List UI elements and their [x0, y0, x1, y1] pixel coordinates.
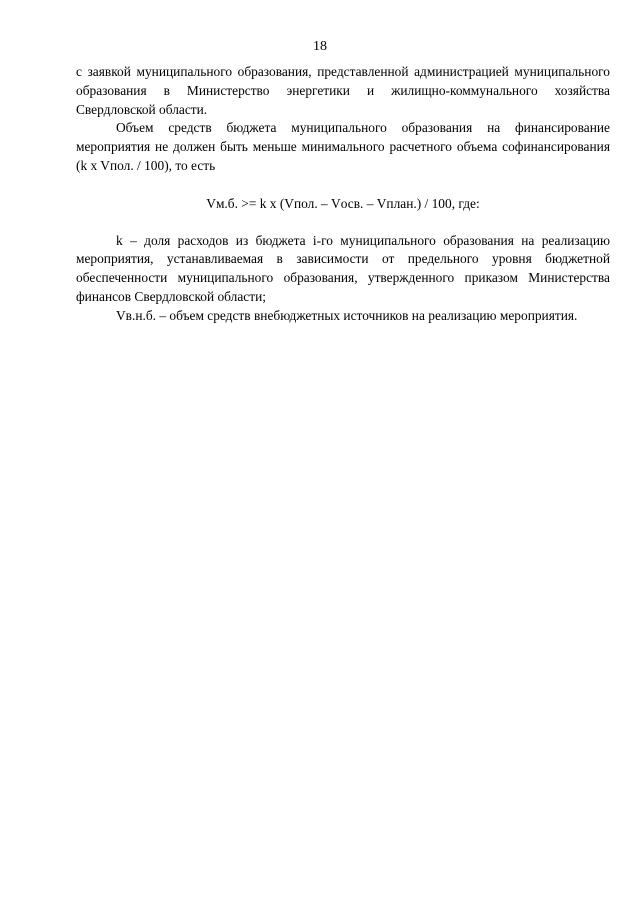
paragraph-application: с заявкой муниципального образования, представленной администрацией муниципального образования в Министерство энергетики и жилищно-коммунального хозяйства Свердловской области.: [76, 64, 610, 117]
paragraph-vvnb-definition: Vв.н.б. – объем средств внебюджетных источников на реализацию мероприятия.: [116, 307, 578, 323]
paragraph-k-definition: k – доля расходов из бюджета i-го муниципального образования на реализацию мероприятия, устанавливаемая в зависимости от предельного уровня бюджетной обеспеченности муниципального образования, утвержденного приказом Министерства финансов Свердловской области;: [76, 232, 610, 304]
formula-cofinancing: Vм.б. >= k x (Vпол. – Vосв. – Vплан.) / 100, где:: [206, 195, 480, 211]
document-body: [76, 63, 610, 326]
paragraph-budget-volume: Объем средств бюджета муниципального образования на финансирование мероприятия не должен быть меньше минимального расчетного объема софинансирования (k x Vпол. / 100), то есть: [76, 120, 610, 173]
page-number: 18: [313, 39, 327, 54]
